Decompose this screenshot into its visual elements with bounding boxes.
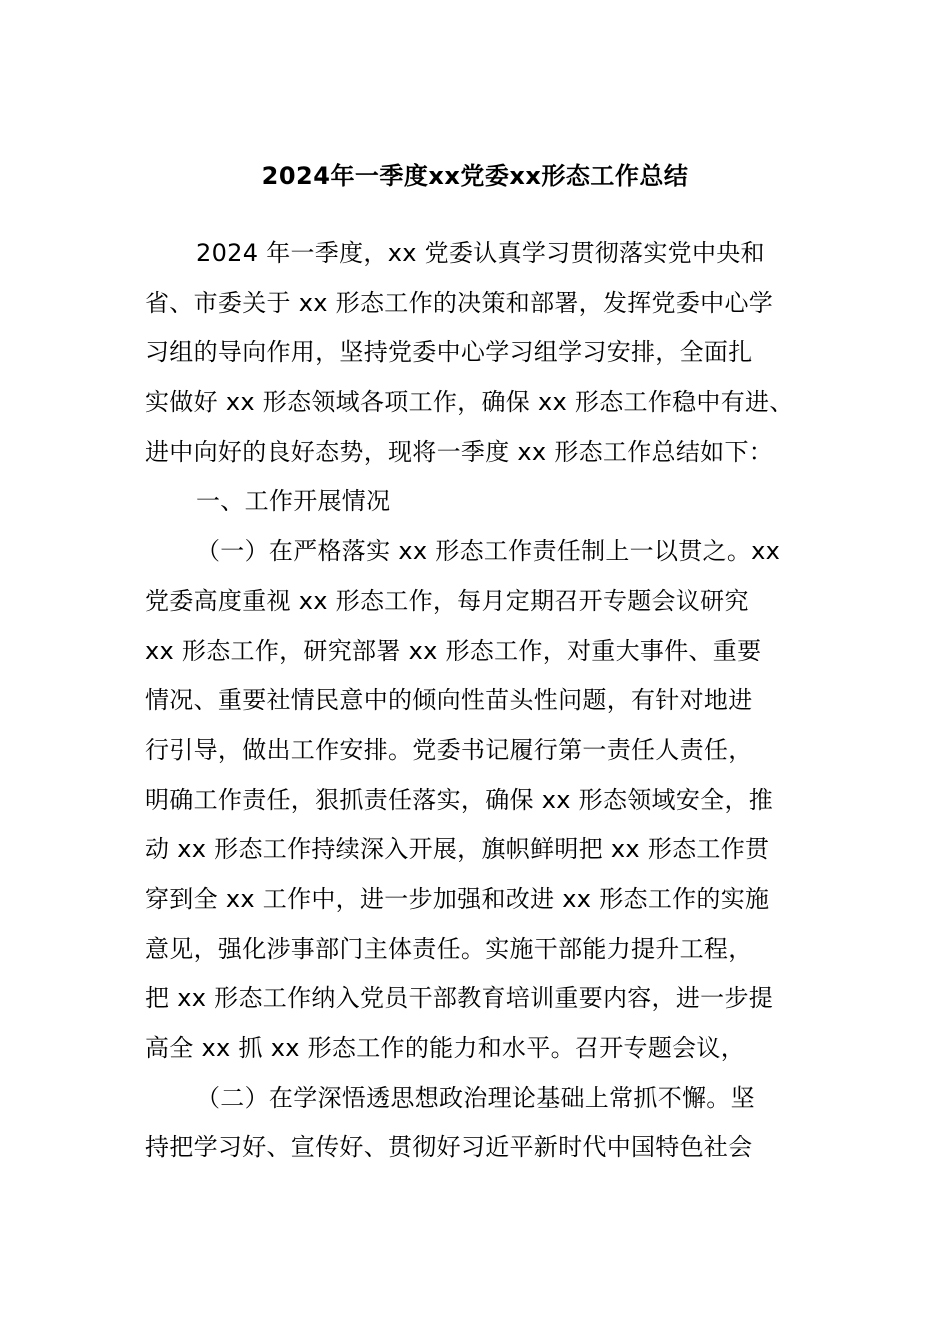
- paragraph-line: 省、市委关于 xx 形态工作的决策和部署，发挥党委中心学: [145, 288, 774, 317]
- paragraph-line: 明确工作责任，狠抓责任落实，确保 xx 形态领域安全，推: [145, 785, 774, 814]
- paragraph-line: 把 xx 形态工作纳入党员干部教育培训重要内容，进一步提: [145, 984, 774, 1013]
- paragraph-line: 习组的导向作用，坚持党委中心学习组学习安排，全面扎: [145, 338, 753, 367]
- paragraph-line: 动 xx 形态工作持续深入开展，旗帜鲜明把 xx 形态工作贯: [145, 835, 770, 864]
- paragraph-line: 实做好 xx 形态领域各项工作，确保 xx 形态工作稳中有进、: [145, 388, 794, 417]
- paragraph-line: 穿到全 xx 工作中，进一步加强和改进 xx 形态工作的实施: [145, 884, 770, 913]
- paragraph-line: 2024 年一季度，xx 党委认真学习贯彻落实党中央和: [196, 239, 765, 267]
- paragraph-line: 行引导，做出工作安排。党委书记履行第一责任人责任，: [145, 735, 753, 764]
- paragraph-line: xx 形态工作，研究部署 xx 形态工作，对重大事件、重要: [145, 636, 762, 665]
- paragraph-line: 意见，强化涉事部门主体责任。实施干部能力提升工程，: [145, 934, 753, 963]
- section-heading: 一、工作开展情况: [196, 487, 391, 516]
- document-body: [145, 229, 810, 1173]
- paragraph-line: 持把学习好、宣传好、贯彻好习近平新时代中国特色社会: [145, 1133, 753, 1162]
- paragraph-line: 党委高度重视 xx 形态工作，每月定期召开专题会议研究: [145, 586, 749, 615]
- paragraph-line: （一）在严格落实 xx 形态工作责任制上一以贯之。xx: [196, 537, 781, 566]
- paragraph-line: 情况、重要社情民意中的倾向性苗头性问题，有针对地进: [145, 686, 753, 715]
- paragraph-line: （二）在学深悟透思想政治理论基础上常抓不懈。坚: [196, 1083, 755, 1112]
- paragraph-line: 高全 xx 抓 xx 形态工作的能力和水平。召开专题会议，: [145, 1034, 746, 1062]
- paragraph-line: 进中向好的良好态势，现将一季度 xx 形态工作总结如下：: [145, 437, 774, 466]
- document-title: 2024年一季度xx党委xx形态工作总结: [261, 162, 689, 190]
